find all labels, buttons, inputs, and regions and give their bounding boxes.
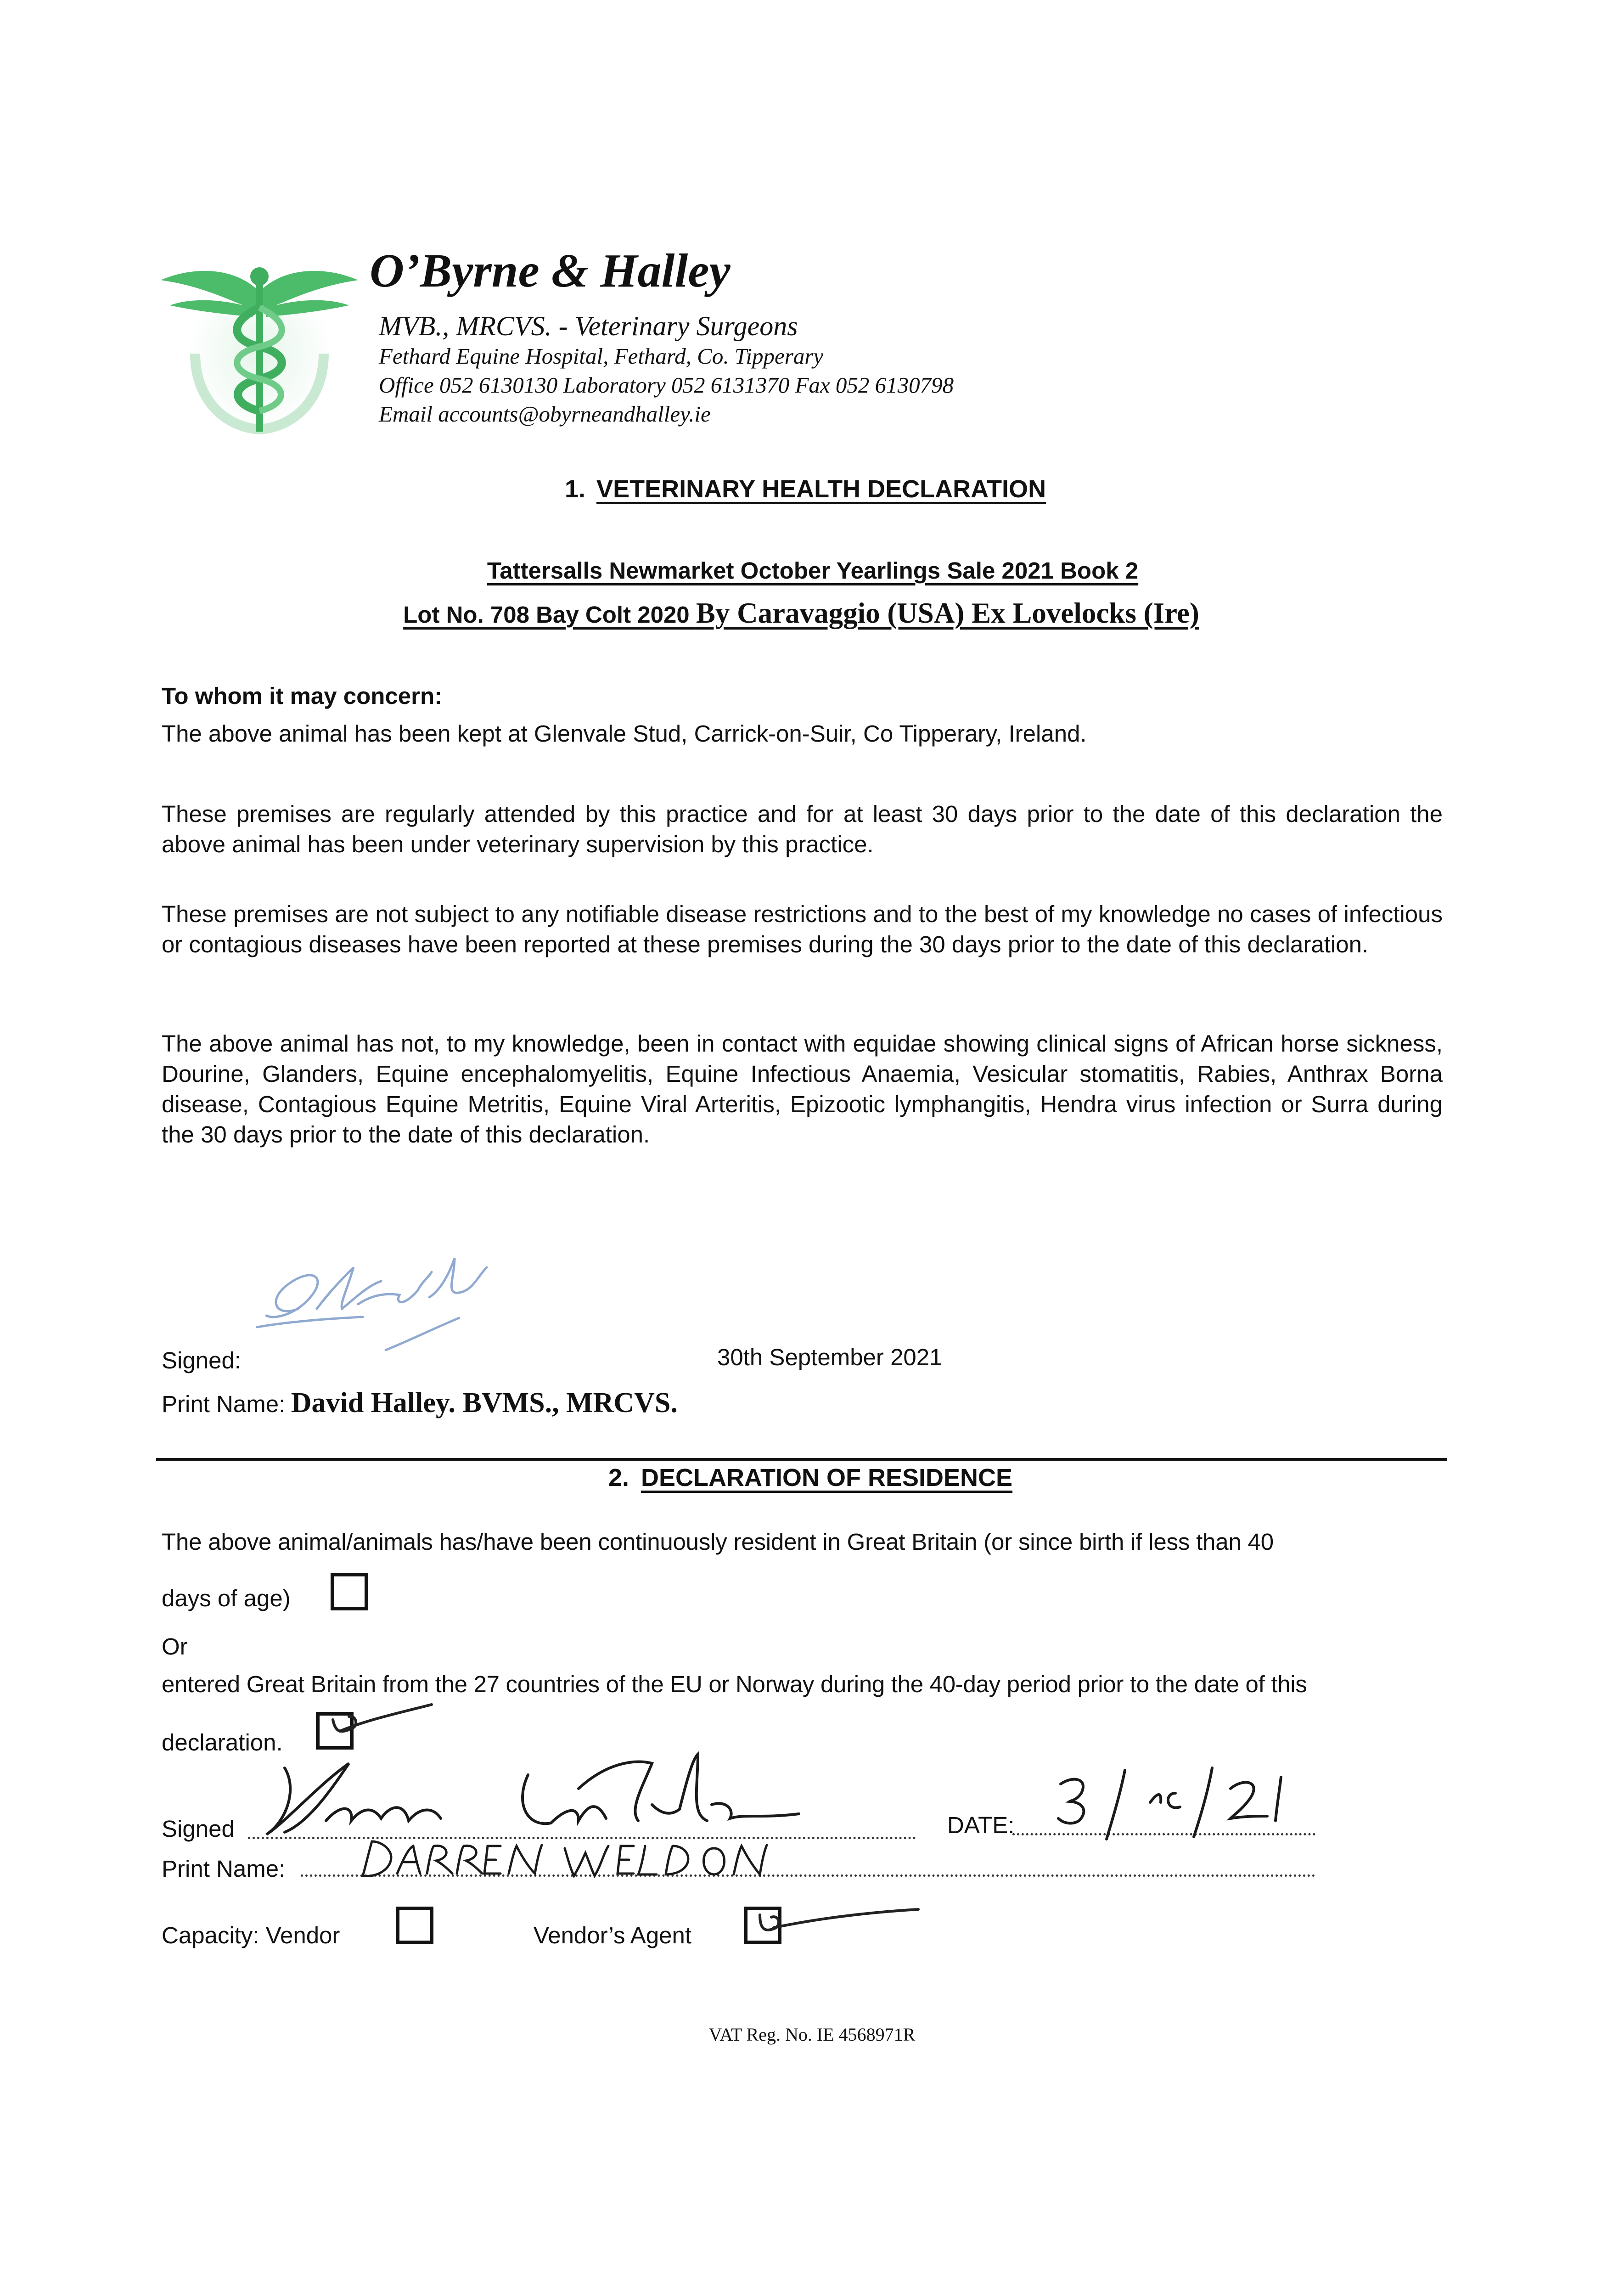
- or-label: Or: [162, 1633, 188, 1660]
- handwritten-date-strokes: [1056, 1756, 1313, 1835]
- residence-option1-cont: days of age): [162, 1585, 291, 1611]
- vet-signed-label: Signed:: [162, 1347, 241, 1373]
- vendor-handwritten-name: [363, 1832, 776, 1883]
- lot-title: Lot No. 708 Bay Colt 2020 By Caravaggio (USA) Ex Lovelocks (Ire): [403, 597, 1199, 629]
- vendor-print-label: Print Name:: [162, 1856, 286, 1882]
- vendor-date-label: DATE:: [947, 1812, 1015, 1838]
- section-divider: [156, 1458, 1447, 1461]
- section2-heading: [608, 1462, 1012, 1494]
- vet-print-label: Print Name:: [162, 1391, 286, 1417]
- residence-option2-cont: declaration.: [162, 1729, 283, 1756]
- paragraph-3: These premises are not subject to any notifiable disease restrictions and to the best of my knowledge no cases of infectious or contagious diseases have been reported at these premises during the 30 days prior to the date of this declaration.: [162, 901, 1443, 957]
- sale-title: Tattersalls Newmarket October Yearlings Sale 2021 Book 2: [487, 557, 1139, 584]
- capacity-vendor-checkbox[interactable]: [396, 1907, 433, 1944]
- section1-number: 1.: [565, 475, 586, 503]
- caduceus-icon: [152, 248, 367, 441]
- vendor-signed-label: Signed: [162, 1816, 235, 1842]
- capacity-vendor-label: Capacity: Vendor: [162, 1922, 340, 1948]
- salutation: To whom it may concern:: [162, 683, 443, 709]
- practice-email: Email accounts@obyrneandhalley.ie: [379, 401, 711, 427]
- capacity-agent-label: Vendor’s Agent: [534, 1922, 692, 1948]
- practice-name: O’Byrne & Halley: [370, 244, 731, 297]
- residence-option1-checkbox[interactable]: [331, 1573, 368, 1610]
- section2-number: 2.: [608, 1464, 629, 1491]
- vet-signature: [248, 1240, 505, 1373]
- residence-option2-text: entered Great Britain from the 27 countries of the EU or Norway during the 40-day period prior to the date of this: [162, 1671, 1307, 1697]
- letterhead-logo: [152, 248, 367, 441]
- residence-option1-text: The above animal/animals has/have been continuously resident in Great Britain (or since birth if less than 40: [162, 1529, 1274, 1555]
- paragraph-1: The above animal has been kept at Glenvale Stud, Carrick-on-Suir, Co Tipperary, Ireland.: [162, 720, 1087, 747]
- vet-print-name: David Halley. BVMS., MRCVS.: [291, 1387, 678, 1418]
- paragraph-2: These premises are regularly attended by this practice and for at least 30 days prior to the date of this declaration the above animal has been under veterinary supervision by this practice.: [162, 801, 1443, 857]
- capacity-agent-tick-mark: [748, 1901, 923, 1947]
- vendor-handwritten-date: [1056, 1756, 1313, 1835]
- section1-title: VETERINARY HEALTH DECLARATION: [596, 475, 1046, 503]
- vet-print-name-row: [162, 1387, 678, 1426]
- vet-declaration-date: 30th September 2021: [717, 1344, 943, 1370]
- paragraph-4: The above animal has not, to my knowledge, been in contact with equidae showing clinical signs of African horse sickness, Dourine, Glanders, Equine encephalomyelitis, Equine Infectious Anaemia, Vesicular stomatitis, Rabies, Anthrax Borna disease, Contagious Equine Metritis, Equine Viral Arteritis, Epizootic lymphangitis, Hendra virus infection or Surra during the 30 days prior to the date of this declaration.: [162, 1030, 1443, 1148]
- practice-phones: Office 052 6130130 Laboratory 052 6131370 Fax 052 6130798: [379, 372, 954, 398]
- practice-address: Fethard Equine Hospital, Fethard, Co. Tipperary: [379, 343, 824, 369]
- practice-qualifications: MVB., MRCVS. - Veterinary Surgeons: [379, 311, 798, 341]
- section2-title: DECLARATION OF RESIDENCE: [641, 1464, 1013, 1491]
- vat-registration: VAT Reg. No. IE 4568971R: [708, 2024, 916, 2045]
- section1-heading: [565, 473, 1046, 505]
